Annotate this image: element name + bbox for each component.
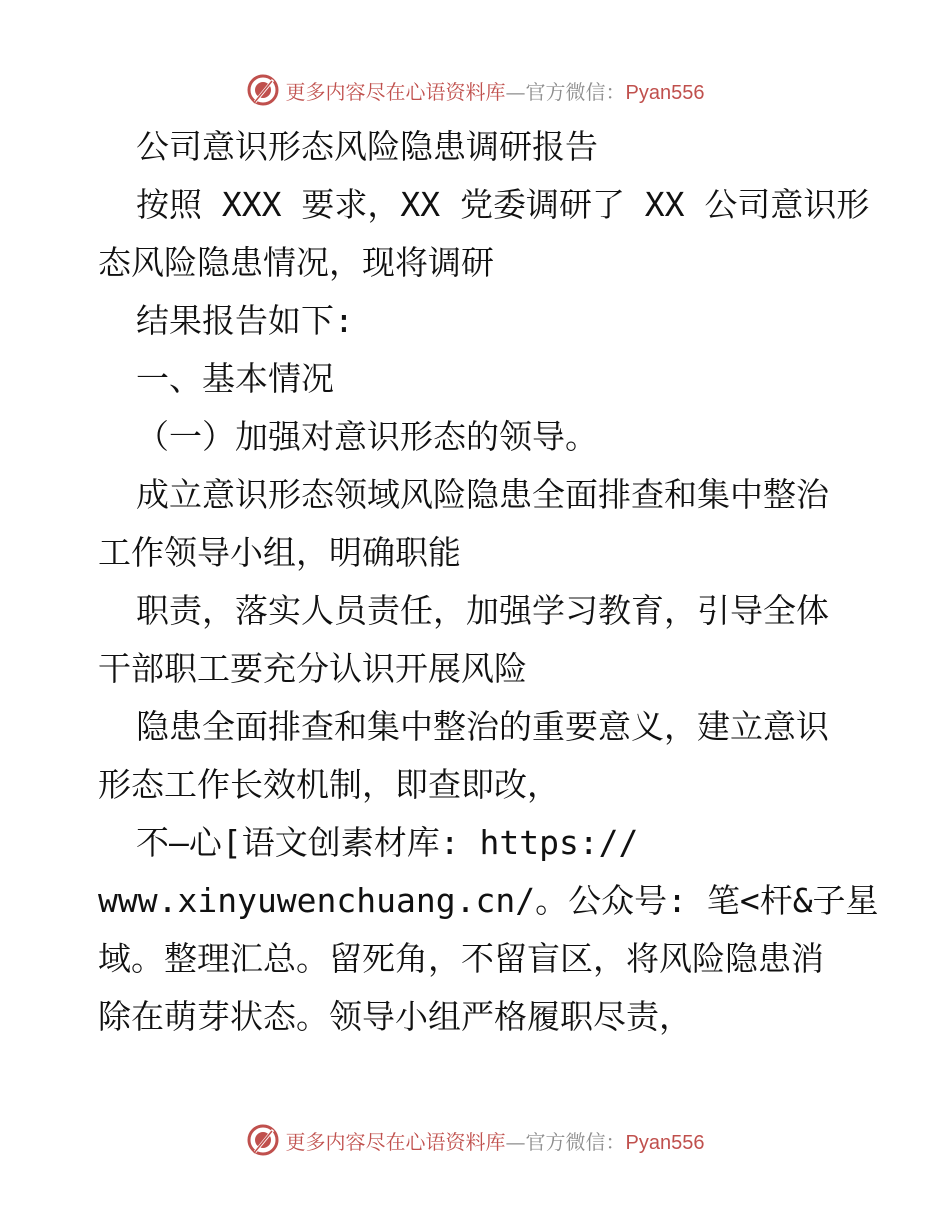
paragraph-line: 职责，落实人员责任，加强学习教育，引导全体	[136, 591, 829, 630]
paragraph-line: 不—心[语文创素材库: https://	[136, 823, 639, 862]
paragraph-line: 结果报告如下:	[136, 301, 354, 340]
watermark-label: 官方微信：	[525, 1129, 626, 1154]
document-title: 公司意识形态风险隐患调研报告	[136, 127, 598, 166]
paragraph-line: 干部职工要充分认识开展风险	[98, 649, 527, 688]
watermark-separator: —	[505, 79, 526, 104]
document-body	[98, 118, 879, 1046]
paragraph-line: 工作领导小组，明确职能	[98, 533, 461, 572]
paragraph-line: www.xinyuwenchuang.cn/。公众号: 笔<杆&子星	[98, 881, 879, 920]
paragraph-line: 成立意识形态领域风险隐患全面排查和集中整治	[136, 475, 829, 514]
paragraph-line: 态风险隐患情况，现将调研	[98, 243, 494, 282]
watermark-label: 官方微信：	[525, 79, 626, 104]
watermark-brand: 更多内容尽在心语资料库	[285, 79, 506, 104]
paragraph-line: 域。整理汇总。留死角，不留盲区，将风险隐患消	[98, 939, 824, 978]
paragraph-line: 形态工作长效机制，即查即改，	[98, 765, 560, 804]
watermark-brand: 更多内容尽在心语资料库	[285, 1129, 506, 1154]
pen-logo-icon	[246, 1123, 280, 1157]
subsection-heading: （一）加强对意识形态的领导。	[136, 417, 598, 456]
footer-watermark	[0, 1120, 950, 1160]
watermark-separator: —	[505, 1129, 526, 1154]
watermark-id: Pyan556	[625, 1131, 705, 1154]
section-heading: 一、基本情况	[136, 359, 334, 398]
watermark-id: Pyan556	[625, 81, 705, 104]
paragraph-line: 按照 XXX 要求，XX 党委调研了 XX 公司意识形	[136, 185, 870, 224]
paragraph-line: 隐患全面排查和集中整治的重要意义，建立意识	[136, 707, 829, 746]
paragraph-line: 除在萌芽状态。领导小组严格履职尽责，	[98, 997, 692, 1036]
pen-logo-icon	[246, 73, 280, 107]
header-watermark	[0, 70, 950, 110]
